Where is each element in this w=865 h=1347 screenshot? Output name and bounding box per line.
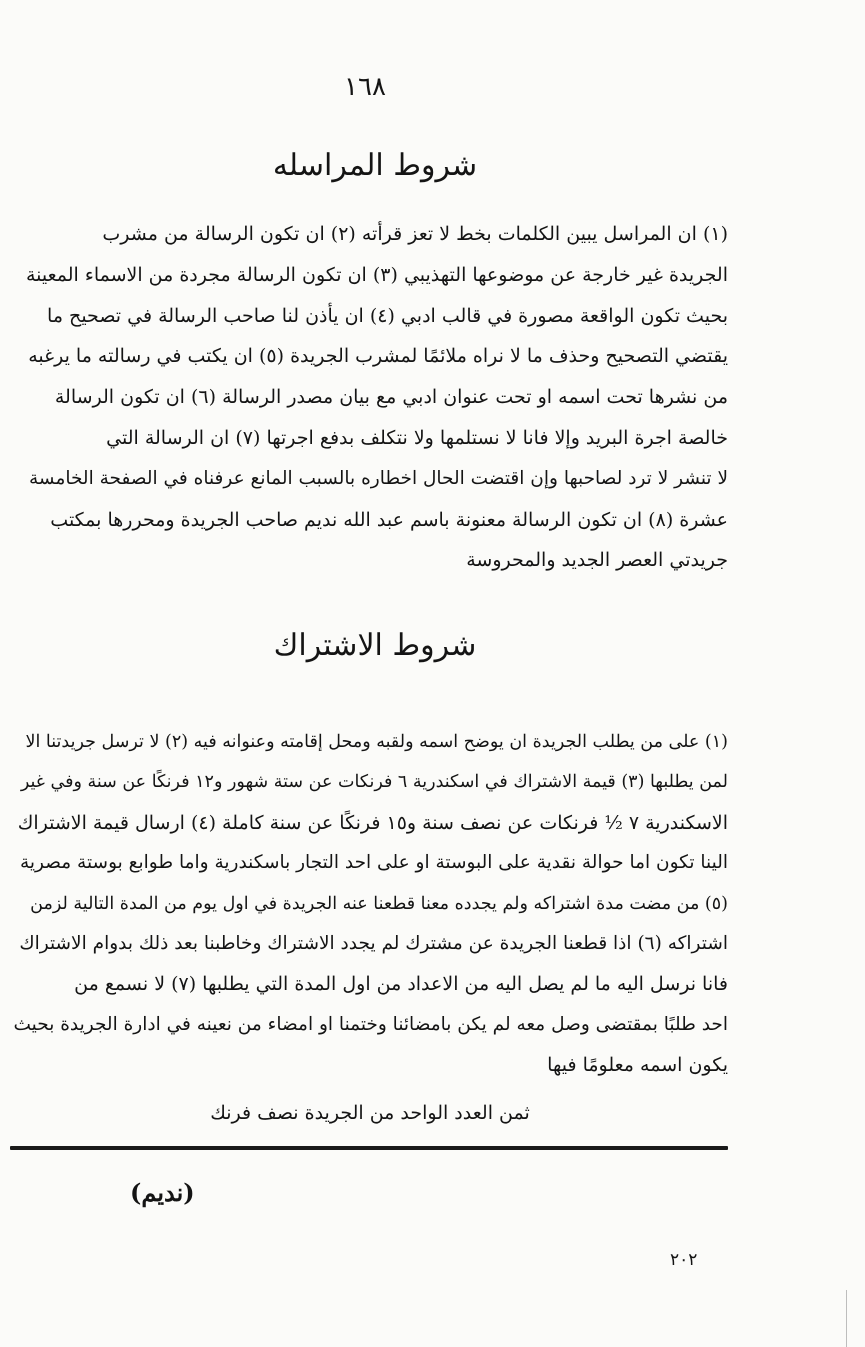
text-line: الجريدة غير خارجة عن موضوعها التهذيبي (٣) ان تكون الرسالة مجردة من الاسماء المعينة	[25, 263, 728, 286]
footer-page-number: ٢٠٢	[670, 1250, 698, 1270]
subscription-terms-paragraph	[12, 722, 728, 1086]
horizontal-rule	[10, 1146, 728, 1150]
signature: (نديم)	[130, 1178, 195, 1207]
text-line: يقتضي التصحيح وحذف ما لا نراه ملائمًا لمشرب الجريدة (٥) ان يكتب في رسالته ما يرغبه	[28, 345, 728, 368]
text-line: الاسكندرية ٧ ½ فرنكات عن نصف سنة و١٥ فرنكًا عن سنة كاملة (٤) ارسال قيمة الاشتراك	[17, 811, 728, 834]
text-line: جريدتي العصر الجديد والمحروسة	[466, 549, 728, 572]
issue-price-note: ثمن العدد الواحد من الجريدة نصف فرنك	[210, 1102, 530, 1124]
section-title-subscription: شروط الاشتراك	[273, 628, 477, 663]
text-line: احد طلبًا بمقتضى وصل معه لم يكن بامضائنا وختمنا او امضاء من نعينه في ادارة الجريدة بحيث	[13, 1013, 728, 1035]
text-line: خالصة اجرة البريد وإلا فانا لا نستلمها ولا نتكلف بدفع اجرتها (٧) ان الرسالة التي	[106, 426, 728, 449]
text-line: اشتراكه (٦) اذا قطعنا الجريدة عن مشترك لم يجدد الاشتراك وخاطبنا بعد ذلك بدوام الاشتراك	[19, 933, 728, 955]
text-line: (١) ان المراسل يبين الكلمات بخط لا تعز قرأته (٢) ان تكون الرسالة من مشرب	[102, 223, 728, 245]
text-line: لمن يطلبها (٣) قيمة الاشتراك في اسكندرية ٦ فرنكات عن ستة شهور و١٢ فرنكًا عن سنة وفي غير	[20, 772, 728, 793]
page-number: ١٦٨	[344, 72, 386, 102]
text-line: (١) على من يطلب الجريدة ان يوضح اسمه ولقبه ومحل إقامته وعنوانه فيه (٢) لا ترسل جريدتنا الا	[25, 732, 728, 752]
correspondence-terms-paragraph	[12, 214, 728, 581]
scan-edge-line	[846, 1290, 847, 1347]
text-line: بحيث تكون الواقعة مصورة في قالب ادبي (٤) ان يأذن لنا صاحب الرسالة في تصحيح ما	[47, 304, 728, 327]
section-title-correspondence: شروط المراسله	[272, 148, 478, 183]
text-line: الينا تكون اما حوالة نقدية على البوستة او على احد التجار باسكندرية واما طوابع بوستة مصرية	[19, 852, 728, 874]
text-line: عشرة (٨) ان تكون الرسالة معنونة باسم عبد الله نديم صاحب الجريدة ومحررها بمكتب	[50, 508, 728, 531]
text-line: يكون اسمه معلومًا فيها	[547, 1054, 728, 1077]
text-line: من نشرها تحت اسمه او تحت عنوان ادبي مع بيان مصدر الرسالة (٦) ان تكون الرسالة	[54, 386, 728, 409]
text-line: فانا نرسل اليه ما لم يصل اليه من الاعداد من اول المدة التي يطلبها (٧) لا نسمع من	[74, 973, 728, 996]
text-line: (٥) من مضت مدة اشتراكه ولم يجدده معنا قطعنا عنه الجريدة في اول يوم من المدة التالية لزمن	[30, 893, 728, 914]
text-line: لا تنشر لا ترد لصاحبها وإن اقتضت الحال اخطاره بالسبب المانع عرفناه في الصفحة الخامسة	[29, 467, 728, 489]
